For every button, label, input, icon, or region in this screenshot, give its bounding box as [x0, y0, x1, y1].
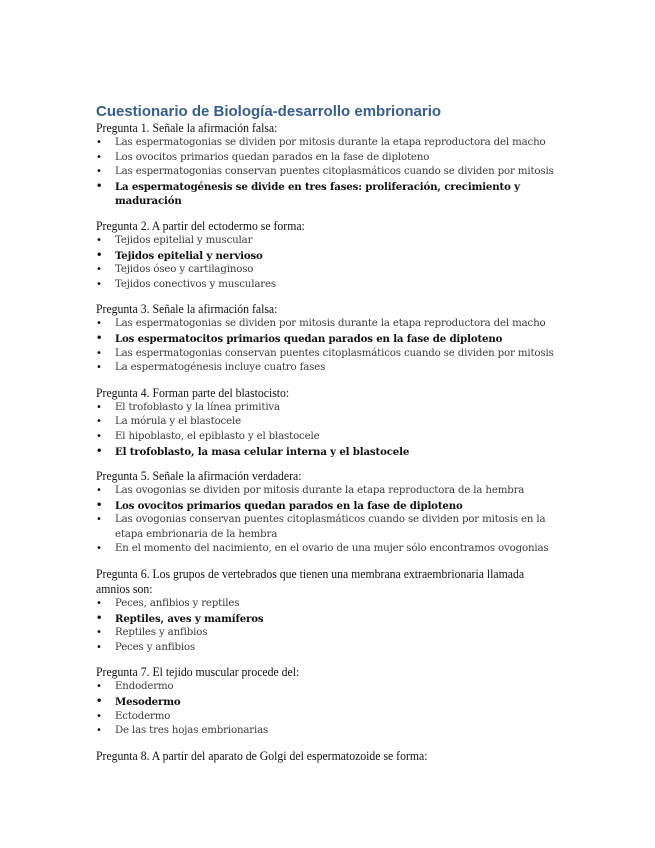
- answer-item: [96, 151, 566, 166]
- answer-item: [96, 680, 566, 695]
- answer-list: [96, 597, 566, 655]
- answer-text: Tejidos epitelial y nervioso: [115, 249, 263, 262]
- document-page: [96, 103, 566, 774]
- bullet-icon: •: [96, 347, 102, 359]
- answer-text: El trofoblasto y la línea primitiva: [115, 401, 280, 413]
- answer-text: Las espermatogonias se dividen por mitosis durante la etapa reproductora del macho: [115, 318, 546, 330]
- answer-item: [96, 361, 566, 376]
- answer-text: Los ovocitos primarios quedan parados en la fase de diploteno: [115, 151, 430, 163]
- bullet-icon: •: [96, 710, 102, 722]
- bullet-icon: •: [96, 543, 102, 555]
- answer-item: [96, 430, 566, 445]
- question-text: Pregunta 7. El tejido muscular procede del:: [96, 665, 300, 680]
- answer-item-correct: [96, 332, 566, 347]
- answer-item-correct: [96, 695, 566, 710]
- answer-text: El trofoblasto, la masa celular interna y el blastocele: [115, 445, 410, 458]
- answer-item: [96, 263, 566, 278]
- answer-item: [96, 513, 566, 542]
- answer-text: Tejidos conectivos y musculares: [115, 278, 276, 290]
- bullet-icon: •: [96, 151, 102, 163]
- question-7: [96, 665, 566, 738]
- answer-text: Las ovogonias conservan puentes citoplasmáticos cuando se dividen por mitosis en la etapa embrionaria de la hembra: [115, 514, 546, 540]
- answer-item: [96, 234, 566, 249]
- answer-text: En el momento del nacimiento, en el ovario de una mujer sólo encontramos ovogonias: [115, 543, 549, 555]
- bullet-icon: •: [96, 681, 102, 693]
- question-6: [96, 567, 566, 655]
- question-4: [96, 386, 566, 459]
- answer-item: [96, 710, 566, 725]
- answer-item: [96, 626, 566, 641]
- bullet-icon: •: [96, 430, 102, 442]
- answer-text: Reptiles, aves y mamíferos: [115, 612, 264, 625]
- answer-text: Las espermatogonias conservan puentes citoplasmáticos cuando se dividen por mitosis: [115, 347, 554, 359]
- answer-text: Las espermatogonias conservan puentes citoplasmáticos cuando se dividen por mitosis: [115, 166, 554, 178]
- bullet-icon: •: [96, 696, 103, 708]
- answer-text: Las ovogonias se dividen por mitosis durante la etapa reproductora de la hembra: [115, 485, 525, 497]
- answer-item: [96, 724, 566, 739]
- question-text: Pregunta 5. Señale la afirmación verdadera:: [96, 469, 302, 484]
- answer-item-correct: [96, 249, 566, 264]
- document-title: Cuestionario de Biología-desarrollo embrionario: [96, 103, 442, 120]
- bullet-icon: •: [96, 278, 102, 290]
- answer-item: [96, 415, 566, 430]
- answer-item-correct: [96, 612, 566, 627]
- answer-item-correct: [96, 445, 566, 460]
- question-text: Pregunta 6. Los grupos de vertebrados que tienen una membrana extraembrionaria llamada amnios son:: [96, 567, 525, 597]
- answer-text: Tejidos epitelial y muscular: [115, 234, 253, 246]
- answer-text: Los ovocitos primarios quedan parados en la fase de diploteno: [115, 499, 463, 512]
- question-text: Pregunta 1. Señale la afirmación falsa:: [96, 121, 278, 135]
- answer-list: [96, 317, 566, 375]
- answer-text: Ectodermo: [115, 710, 171, 722]
- answer-text: Las espermatogonias se dividen por mitosis durante la etapa reproductora del macho: [115, 137, 546, 148]
- bullet-icon: •: [96, 612, 103, 624]
- answer-item-correct: [96, 499, 566, 514]
- bullet-icon: •: [96, 598, 102, 610]
- answer-item: [96, 401, 566, 416]
- answer-item-correct: [96, 180, 566, 209]
- answer-item: [96, 347, 566, 362]
- bullet-icon: •: [96, 166, 102, 178]
- answer-text: De las tres hojas embrionarias: [115, 725, 269, 737]
- question-2: [96, 219, 566, 292]
- bullet-icon: •: [96, 362, 102, 374]
- bullet-icon: •: [96, 234, 102, 246]
- bullet-icon: •: [96, 264, 102, 276]
- answer-item: [96, 165, 566, 180]
- answer-text: La espermatogénesis incluye cuatro fases: [115, 362, 326, 374]
- question-text: Pregunta 8. A partir del aparato de Golgi del espermatozoide se forma:: [96, 748, 428, 763]
- answer-list: [96, 680, 566, 738]
- bullet-icon: •: [96, 445, 103, 457]
- question-8: [96, 749, 566, 764]
- answer-text: La mórula y el blastocele: [115, 416, 241, 428]
- bullet-icon: •: [96, 332, 103, 344]
- answer-item: [96, 317, 566, 332]
- question-list: [96, 121, 566, 764]
- bullet-icon: •: [96, 401, 102, 413]
- answer-list: [96, 484, 566, 557]
- bullet-icon: •: [96, 137, 102, 148]
- answer-item: [96, 278, 566, 293]
- answer-item: [96, 641, 566, 656]
- bullet-icon: •: [96, 318, 102, 330]
- question-3: [96, 302, 566, 375]
- bullet-icon: •: [96, 725, 102, 737]
- bullet-icon: •: [96, 499, 103, 511]
- answer-item: [96, 136, 566, 151]
- question-text: Pregunta 3. Señale la afirmación falsa:: [96, 302, 278, 317]
- answer-item: [96, 542, 566, 557]
- bullet-icon: •: [96, 485, 102, 497]
- question-text: Pregunta 4. Forman parte del blastocisto:: [96, 385, 290, 400]
- answer-text: La espermatogénesis se divide en tres fases: proliferación, crecimiento y maduración: [115, 180, 520, 208]
- question-1: [96, 121, 566, 209]
- answer-list: [96, 234, 566, 292]
- bullet-icon: •: [96, 180, 103, 192]
- answer-list: [96, 136, 566, 209]
- bullet-icon: •: [96, 627, 102, 639]
- answer-item: [96, 597, 566, 612]
- bullet-icon: •: [96, 416, 102, 428]
- answer-item: [96, 484, 566, 499]
- question-5: [96, 469, 566, 557]
- question-text: Pregunta 2. A partir del ectodermo se forma:: [96, 218, 305, 233]
- answer-text: Peces y anfibios: [115, 641, 196, 653]
- bullet-icon: •: [96, 514, 102, 526]
- answer-list: [96, 401, 566, 459]
- answer-text: Peces, anfibios y reptiles: [115, 598, 240, 610]
- bullet-icon: •: [96, 249, 103, 261]
- answer-text: El hipoblasto, el epiblasto y el blastocele: [115, 430, 320, 442]
- answer-text: Reptiles y anfibios: [115, 627, 208, 639]
- answer-text: Endodermo: [115, 681, 174, 693]
- bullet-icon: •: [96, 641, 102, 653]
- answer-text: Tejidos óseo y cartilaginoso: [115, 264, 254, 276]
- answer-text: Los espermatocitos primarios quedan parados en la fase de diploteno: [115, 332, 503, 345]
- answer-text: Mesodermo: [115, 696, 181, 709]
